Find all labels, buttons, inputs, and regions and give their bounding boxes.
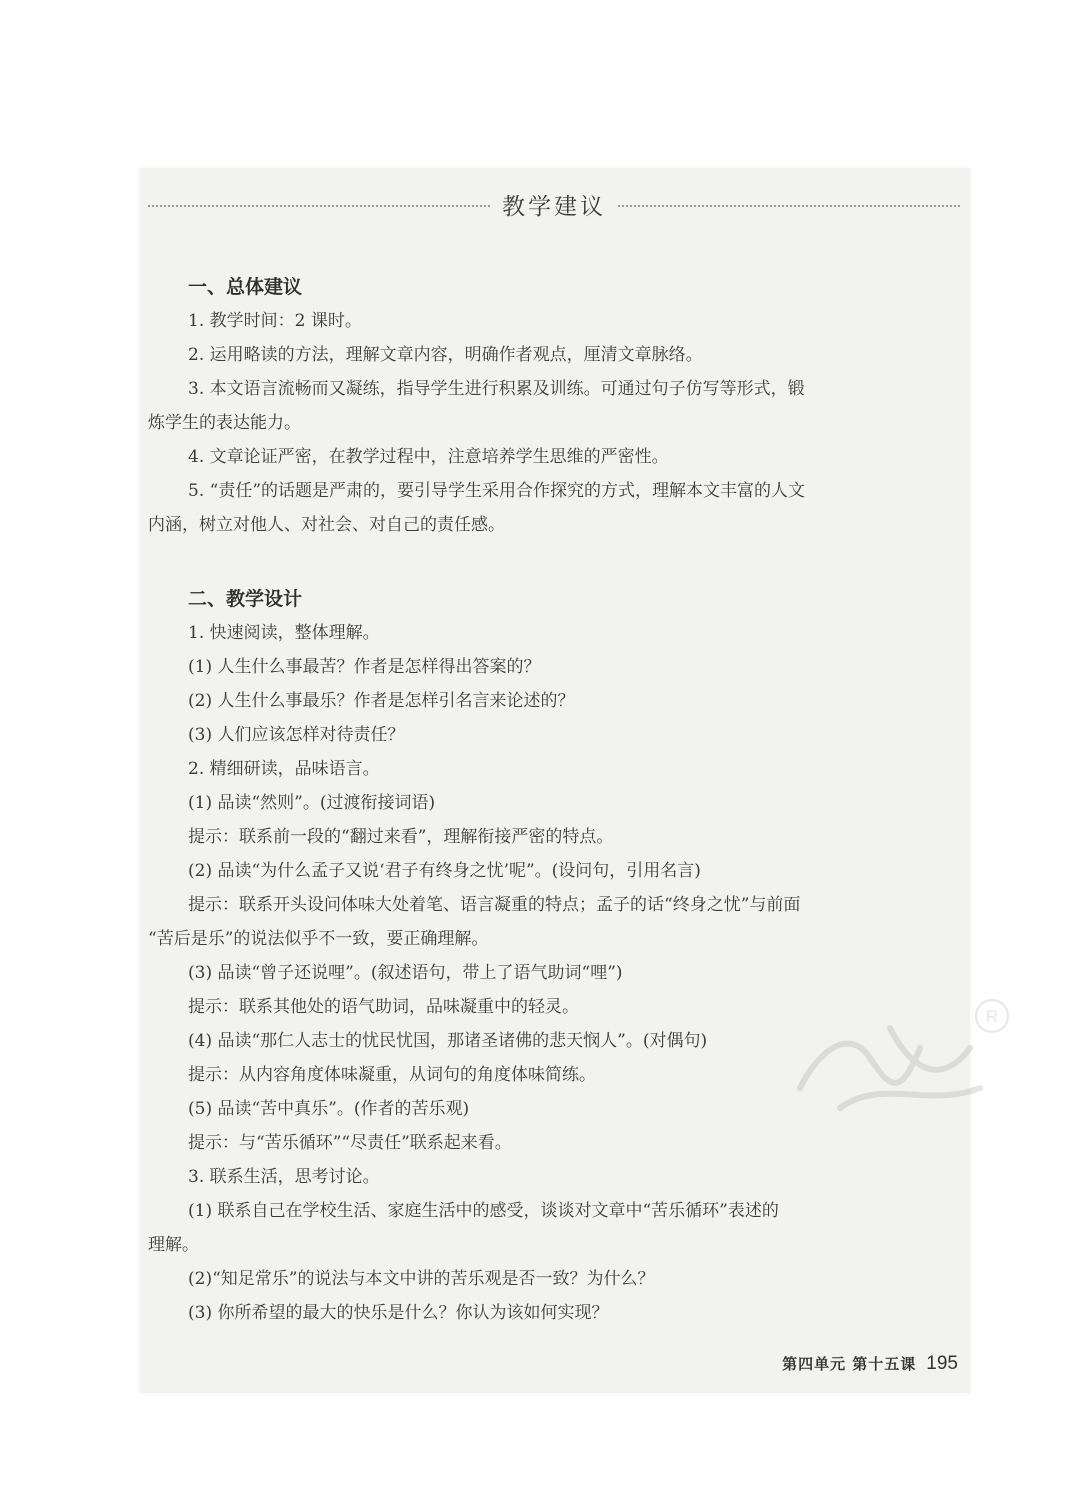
paragraph: (5) 品读“苦中真乐”。(作者的苦乐观): [188, 1099, 470, 1119]
paragraph-continuation: “苦后是乐”的说法似乎不一致，要正确理解。: [148, 929, 489, 949]
header-dotted-rule-left: [148, 205, 490, 207]
paragraph: 提示：联系开头设问体味大处着笔、语言凝重的特点；孟子的话“终身之忧”与前面: [188, 895, 801, 915]
paragraph: 1. 教学时间：2 课时。: [188, 311, 362, 331]
paragraph: 提示：与“苦乐循环”“尽责任”联系起来看。: [188, 1133, 512, 1153]
page-header: [148, 186, 960, 222]
page-number: 195: [926, 1353, 958, 1374]
paragraph: (1) 品读“然则”。(过渡衔接词语): [188, 793, 436, 813]
registered-trademark-icon: [976, 1000, 1008, 1032]
paragraph: (1) 联系自己在学校生活、家庭生活中的感受，谈谈对文章中“苦乐循环”表述的: [188, 1201, 779, 1221]
section-heading-overall: 一、总体建议: [188, 276, 303, 298]
paragraph-continuation: 炼学生的表达能力。: [148, 413, 301, 433]
paragraph: (4) 品读“那仁人志士的忧民忧国，那诸圣诸佛的悲天悯人”。(对偶句): [188, 1031, 708, 1051]
page-footer: [782, 1353, 958, 1375]
paragraph: 1. 快速阅读，整体理解。: [188, 623, 380, 643]
paragraph: (2) 品读“为什么孟子又说‘君子有终身之忧’呢”。(设问句，引用名言): [188, 861, 701, 881]
paragraph: 提示：联系其他处的语气助词，品味凝重中的轻灵。: [188, 997, 579, 1017]
paragraph: 2. 精细研读，品味语言。: [188, 759, 380, 779]
paragraph: 提示：从内容角度体味凝重，从词句的角度体味简练。: [188, 1065, 596, 1085]
paragraph: (3) 你所希望的最大的快乐是什么？你认为该如何实现？: [188, 1303, 609, 1323]
svg-text:R: R: [985, 1007, 999, 1026]
page-content: [148, 270, 962, 1330]
header-dotted-rule-right: [618, 205, 960, 207]
paragraph: (3) 品读“曾子还说哩”。(叙述语句，带上了语气助词“哩”): [188, 963, 623, 983]
paragraph: (1) 人生什么事最苦？作者是怎样得出答案的？: [188, 657, 541, 677]
paragraph: 4. 文章论证严密，在教学过程中，注意培养学生思维的严密性。: [188, 447, 669, 467]
section-heading-design: 二、教学设计: [188, 588, 303, 610]
paragraph-continuation: 理解。: [148, 1235, 199, 1255]
paragraph-continuation: 内涵，树立对他人、对社会、对自己的责任感。: [148, 515, 505, 535]
paragraph: (3) 人们应该怎样对待责任？: [188, 725, 405, 745]
paragraph: (2) 人生什么事最乐？作者是怎样引名言来论述的？: [188, 691, 575, 711]
paragraph: 5. “责任”的话题是严肃的，要引导学生采用合作探究的方式，理解本文丰富的人文: [188, 481, 806, 501]
paragraph: 2. 运用略读的方法，理解文章内容，明确作者观点，厘清文章脉络。: [188, 345, 703, 365]
paragraph: 提示：联系前一段的“翻过来看”，理解衔接严密的特点。: [188, 827, 614, 847]
textbook-page: [140, 168, 999, 1393]
paragraph: 3. 本文语言流畅而又凝练，指导学生进行积累及训练。可通过句子仿写等形式，锻: [188, 379, 805, 399]
section-spacer: [148, 542, 962, 582]
paragraph: 3. 联系生活，思考讨论。: [188, 1167, 380, 1187]
footer-unit-lesson: 第四单元 第十五课: [782, 1355, 917, 1373]
header-title: 教学建议: [502, 193, 606, 220]
paragraph: (2)“知足常乐”的说法与本文中讲的苦乐观是否一致？为什么？: [188, 1269, 655, 1289]
